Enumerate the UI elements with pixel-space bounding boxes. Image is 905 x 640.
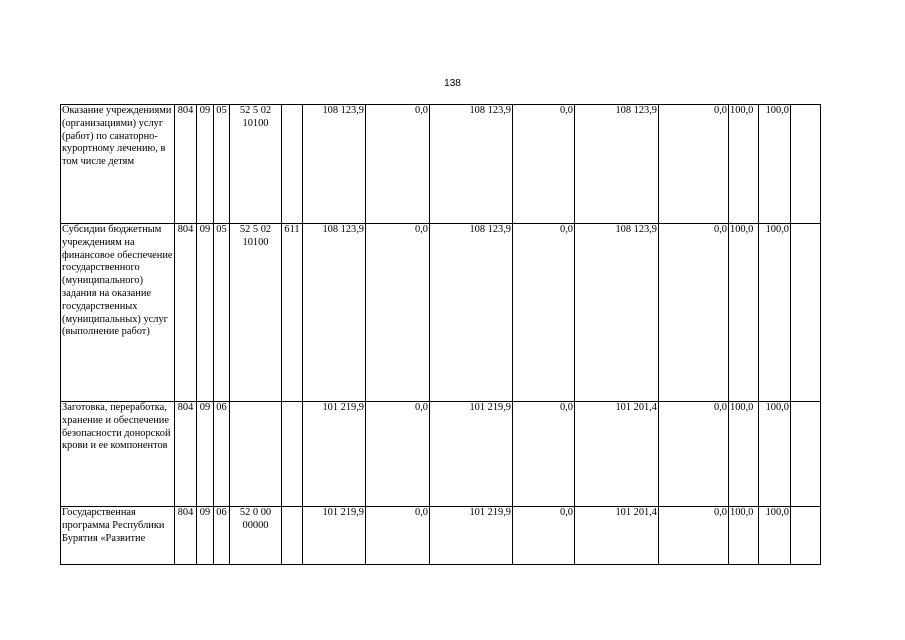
empty-cell <box>791 224 821 402</box>
refined-change: 0,0 <box>513 402 575 507</box>
table-row <box>61 105 821 224</box>
percent-second: 100,0 <box>759 105 791 224</box>
section-code: 09 <box>197 507 214 565</box>
expense-type-code <box>282 507 303 565</box>
row-name: Государственная программа Республики Бурятия «Развитие <box>61 507 175 565</box>
executed-amount: 108 123,9 <box>575 105 659 224</box>
executed-change: 0,0 <box>659 402 729 507</box>
section-code: 09 <box>197 105 214 224</box>
approved-amount: 101 219,9 <box>303 507 366 565</box>
approved-amount: 108 123,9 <box>303 105 366 224</box>
row-name: Заготовка, переработка, хранение и обеспечение безопасности донорской крови и ее компонентов <box>61 402 175 507</box>
empty-cell <box>791 507 821 565</box>
section-code: 09 <box>197 402 214 507</box>
ministry-code: 804 <box>175 402 197 507</box>
row-name: Оказание учреждениями (организациями) услуг (работ) по санаторно-курортному лечению, в том числе детям <box>61 105 175 224</box>
target-article-code <box>230 402 282 507</box>
percent-first: 100,0 <box>729 105 759 224</box>
percent-second: 100,0 <box>759 507 791 565</box>
target-article-code: 52 5 02 10100 <box>230 105 282 224</box>
subsection-code: 06 <box>214 507 230 565</box>
approved-amount: 108 123,9 <box>303 224 366 402</box>
approved-change: 0,0 <box>366 402 430 507</box>
percent-second: 100,0 <box>759 224 791 402</box>
approved-change: 0,0 <box>366 507 430 565</box>
budget-table <box>60 104 821 565</box>
target-article-code: 52 0 00 00000 <box>230 507 282 565</box>
refined-change: 0,0 <box>513 507 575 565</box>
subsection-code: 06 <box>214 402 230 507</box>
row-name: Субсидии бюджетным учреждениям на финансовое обеспечение государственного (муниципального) задания на оказание государственных (муниципальных) услуг (выполнение работ) <box>61 224 175 402</box>
refined-change: 0,0 <box>513 224 575 402</box>
refined-amount: 108 123,9 <box>430 224 513 402</box>
expense-type-code <box>282 402 303 507</box>
ministry-code: 804 <box>175 507 197 565</box>
percent-first: 100,0 <box>729 507 759 565</box>
refined-amount: 108 123,9 <box>430 105 513 224</box>
ministry-code: 804 <box>175 105 197 224</box>
table-row <box>61 402 821 507</box>
percent-second: 100,0 <box>759 402 791 507</box>
executed-amount: 101 201,4 <box>575 507 659 565</box>
percent-first: 100,0 <box>729 224 759 402</box>
executed-amount: 101 201,4 <box>575 402 659 507</box>
executed-change: 0,0 <box>659 507 729 565</box>
table-row <box>61 224 821 402</box>
empty-cell <box>791 105 821 224</box>
percent-first: 100,0 <box>729 402 759 507</box>
ministry-code: 804 <box>175 224 197 402</box>
refined-amount: 101 219,9 <box>430 507 513 565</box>
expense-type-code: 611 <box>282 224 303 402</box>
section-code: 09 <box>197 224 214 402</box>
approved-change: 0,0 <box>366 224 430 402</box>
subsection-code: 05 <box>214 105 230 224</box>
executed-change: 0,0 <box>659 224 729 402</box>
page-number: 138 <box>444 78 461 89</box>
subsection-code: 05 <box>214 224 230 402</box>
approved-amount: 101 219,9 <box>303 402 366 507</box>
executed-change: 0,0 <box>659 105 729 224</box>
approved-change: 0,0 <box>366 105 430 224</box>
empty-cell <box>791 402 821 507</box>
expense-type-code <box>282 105 303 224</box>
table-row <box>61 507 821 565</box>
executed-amount: 108 123,9 <box>575 224 659 402</box>
refined-amount: 101 219,9 <box>430 402 513 507</box>
refined-change: 0,0 <box>513 105 575 224</box>
target-article-code: 52 5 02 10100 <box>230 224 282 402</box>
